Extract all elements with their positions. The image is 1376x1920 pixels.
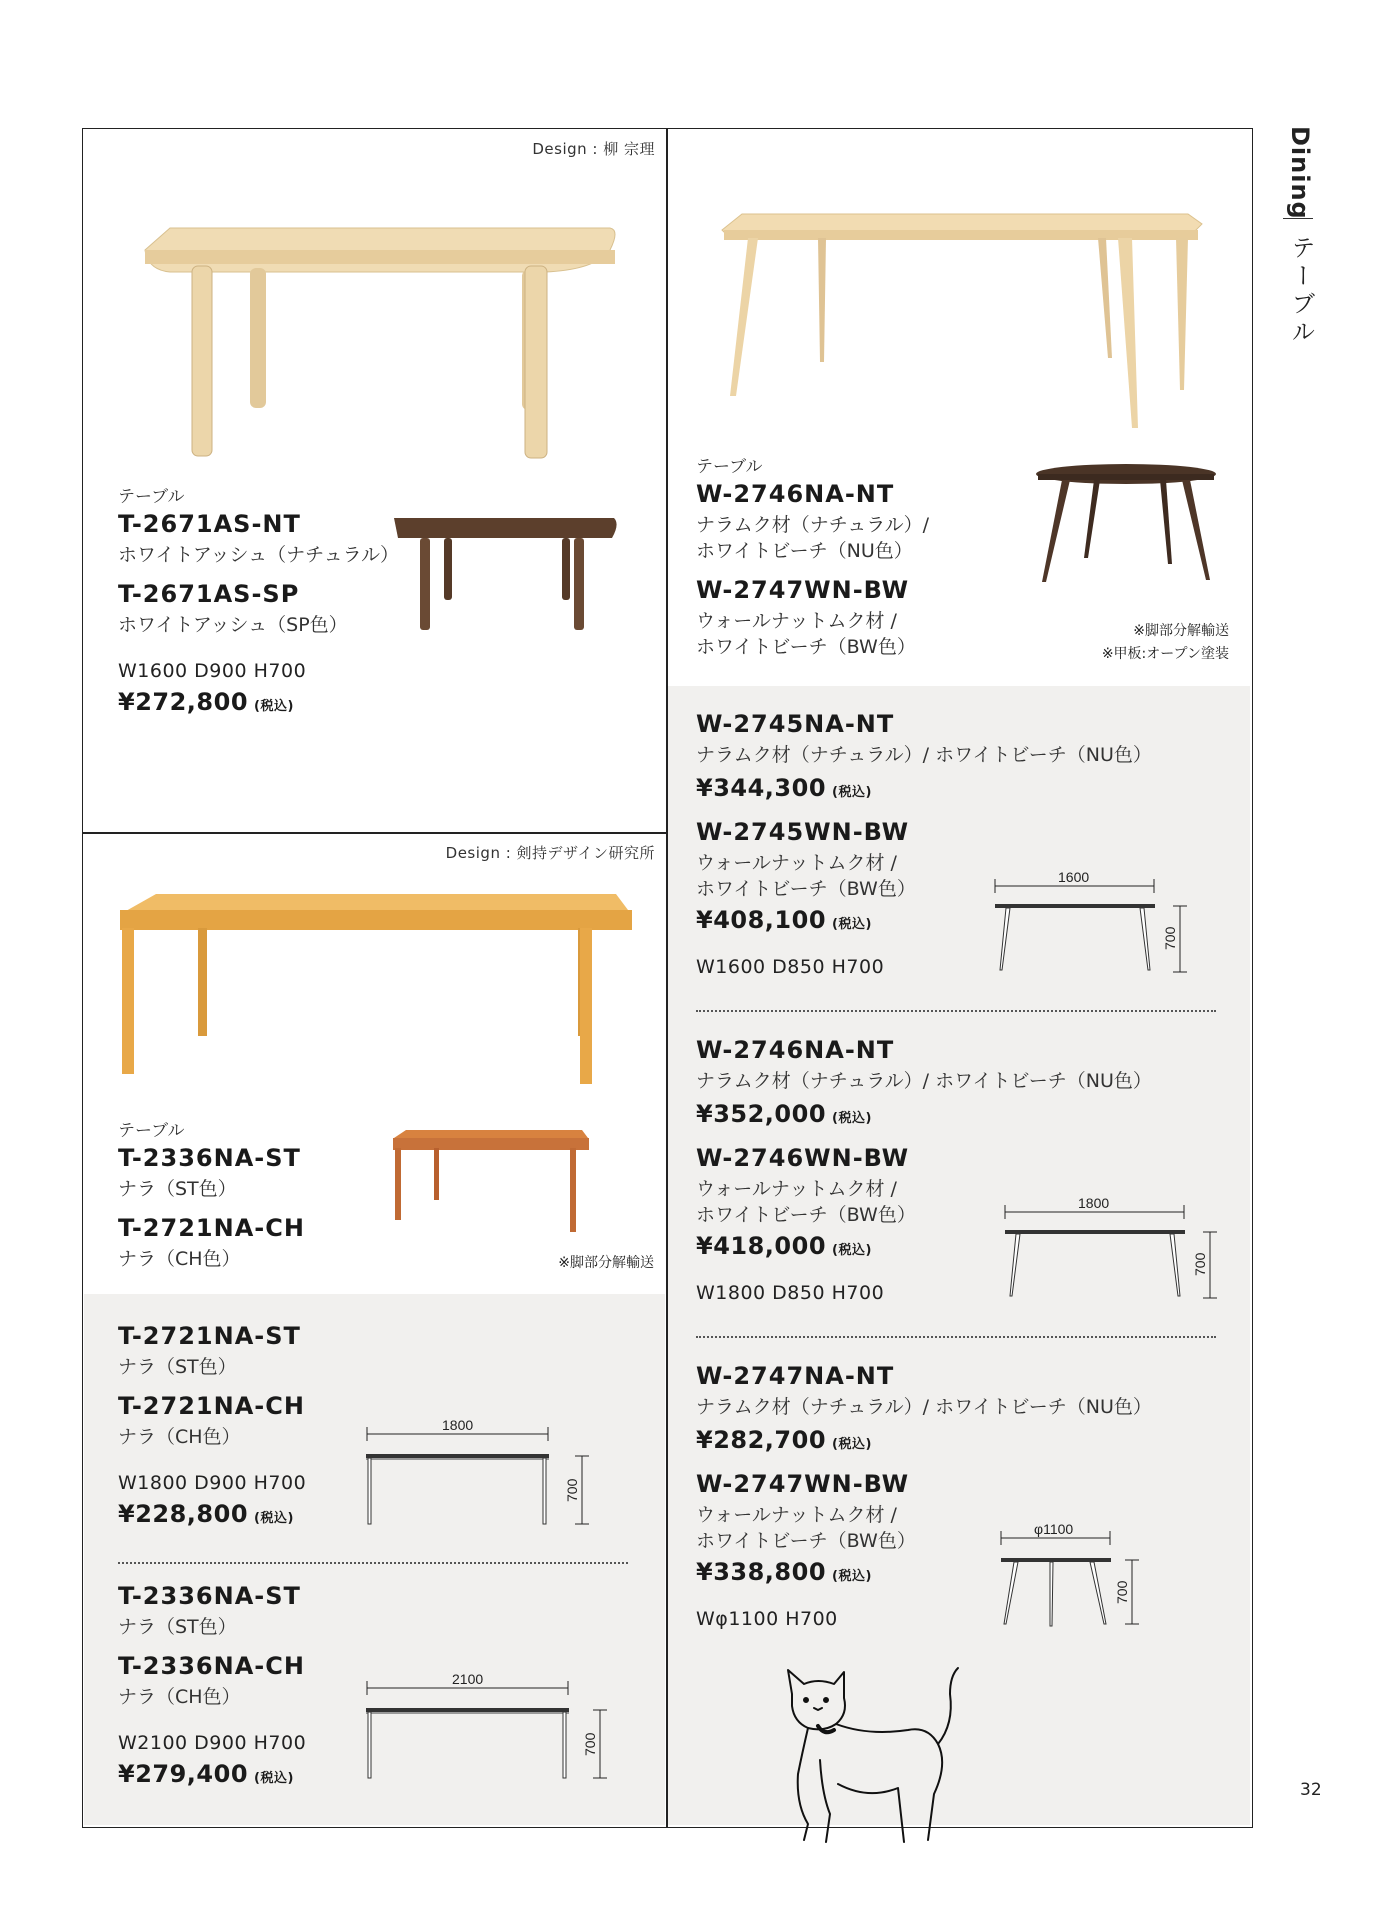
height-dimension: 700 [582, 1732, 598, 1756]
width-dimension: 1600 [1058, 869, 1090, 885]
variant-material: ホワイトビーチ（BW色） [696, 1204, 916, 1226]
variant-code: W-2746NA-NT [696, 1036, 895, 1064]
separator [696, 1336, 1216, 1338]
product-code: W-2747WN-BW [696, 576, 910, 604]
product-price: ¥272,800 (税込) [118, 688, 294, 716]
variant-price: ¥344,300 (税込) [696, 774, 872, 802]
side-category-jp: テーブル [1287, 235, 1315, 347]
product-code: T-2336NA-ST [118, 1144, 301, 1172]
width-dimension: 1800 [1078, 1195, 1110, 1211]
variant-material: ナラ（ST色） [118, 1356, 237, 1378]
variant-material: ナラ（ST色） [118, 1616, 237, 1638]
product-code: T-2671AS-NT [118, 510, 301, 538]
product-material: ホワイトビーチ（BW色） [696, 636, 916, 658]
variant-code: T-2336NA-ST [118, 1582, 301, 1610]
product-code: W-2746NA-NT [696, 480, 895, 508]
variant-code: W-2745NA-NT [696, 710, 895, 738]
tax-label: (税込) [832, 785, 872, 800]
variant-price: ¥352,000 (税込) [696, 1100, 872, 1128]
variant-size: W1800 D900 H700 [118, 1472, 307, 1494]
shipping-note: ※脚部分解輸送 [1133, 623, 1229, 639]
product-material: ナラ（ST色） [118, 1178, 237, 1200]
table-ash-sp-image [392, 516, 622, 636]
side-category-en: Dining [1286, 126, 1314, 220]
product-material: ホワイトアッシュ（ナチュラル） [118, 544, 400, 566]
variant-price: ¥279,400 (税込) [118, 1760, 294, 1788]
tax-label: (税込) [832, 1569, 872, 1584]
shipping-note: ※脚部分解輸送 [558, 1255, 654, 1271]
dimension-drawing [994, 870, 1194, 980]
variant-code: W-2745WN-BW [696, 818, 910, 846]
product-material: ナラムク材（ナチュラル）/ [696, 514, 930, 536]
variant-material: ウォールナットムク材 / [696, 852, 897, 874]
tax-label: (税込) [254, 1771, 294, 1786]
dimension-drawing [366, 1417, 606, 1530]
variant-price: ¥408,100 (税込) [696, 906, 872, 934]
variant-material: ホワイトビーチ（BW色） [696, 1530, 916, 1552]
dimension-drawing [1000, 1520, 1160, 1640]
width-dimension: 2100 [452, 1671, 484, 1687]
product-size: W1600 D900 H700 [118, 660, 307, 682]
tax-label: (税込) [254, 1511, 294, 1526]
design-credit: Design : 柳 宗理 [532, 140, 655, 158]
variant-code: T-2721NA-ST [118, 1322, 301, 1350]
tax-label: (税込) [832, 1437, 872, 1452]
tax-label: (税込) [832, 1111, 872, 1126]
variant-price: ¥338,800 (税込) [696, 1558, 872, 1586]
separator [118, 1562, 628, 1564]
page-number: 32 [1300, 1780, 1322, 1800]
variant-size: W1800 D850 H700 [696, 1282, 885, 1304]
design-credit: Design : 剣持デザイン研究所 [445, 844, 655, 862]
product-material: ホワイトアッシュ（SP色） [118, 614, 348, 636]
tax-label: (税込) [832, 1243, 872, 1258]
height-dimension: 700 [1162, 926, 1178, 950]
product-material: ウォールナットムク材 / [696, 610, 897, 632]
finish-note: ※甲板:オープン塗装 [1101, 646, 1229, 662]
variant-code: W-2746WN-BW [696, 1144, 910, 1172]
table-oak-natural-image [718, 210, 1208, 440]
category-label: テーブル [118, 487, 185, 507]
height-dimension: 700 [1114, 1580, 1130, 1604]
cat-illustration [778, 1664, 978, 1854]
product-code: T-2671AS-SP [118, 580, 300, 608]
variant-material: ナラ（CH色） [118, 1686, 241, 1708]
tax-label: (税込) [254, 699, 294, 714]
variant-price: ¥418,000 (税込) [696, 1232, 872, 1260]
variant-code: W-2747NA-NT [696, 1362, 895, 1390]
variant-price: ¥228,800 (税込) [118, 1500, 294, 1528]
table-oak-ch-image [392, 1128, 592, 1238]
table-walnut-round-image [1032, 462, 1222, 592]
variant-code: T-2721NA-CH [118, 1392, 305, 1420]
table-oak-st-image [116, 890, 636, 1090]
variant-material: ホワイトビーチ（BW色） [696, 878, 916, 900]
width-dimension: φ1100 [1034, 1521, 1074, 1537]
product-code: T-2721NA-CH [118, 1214, 305, 1242]
variant-material: ウォールナットムク材 / [696, 1178, 897, 1200]
category-label: テーブル [696, 457, 763, 477]
variant-size: W2100 D900 H700 [118, 1732, 307, 1754]
category-label: テーブル [118, 1121, 185, 1141]
variant-price: ¥282,700 (税込) [696, 1426, 872, 1454]
width-dimension: 1800 [442, 1417, 474, 1433]
variant-material: ナラムク材（ナチュラル）/ ホワイトビーチ（NU色） [696, 1396, 1152, 1418]
height-dimension: 700 [1192, 1252, 1208, 1276]
variant-size: Wφ1100 H700 [696, 1608, 838, 1630]
product-material: ナラ（CH色） [118, 1248, 241, 1270]
dimension-drawing [366, 1671, 616, 1784]
side-divider [1283, 218, 1313, 219]
variant-code: T-2336NA-CH [118, 1652, 305, 1680]
height-dimension: 700 [564, 1478, 580, 1502]
variant-code: W-2747WN-BW [696, 1470, 910, 1498]
table-ash-natural-image [140, 220, 620, 460]
tax-label: (税込) [832, 917, 872, 932]
variant-material: ナラムク材（ナチュラル）/ ホワイトビーチ（NU色） [696, 744, 1152, 766]
variant-material: ナラ（CH色） [118, 1426, 241, 1448]
separator [696, 1010, 1216, 1012]
dimension-drawing [1004, 1196, 1224, 1306]
variant-material: ナラムク材（ナチュラル）/ ホワイトビーチ（NU色） [696, 1070, 1152, 1092]
variant-material: ウォールナットムク材 / [696, 1504, 897, 1526]
product-material: ホワイトビーチ（NU色） [696, 540, 913, 562]
variant-size: W1600 D850 H700 [696, 956, 885, 978]
